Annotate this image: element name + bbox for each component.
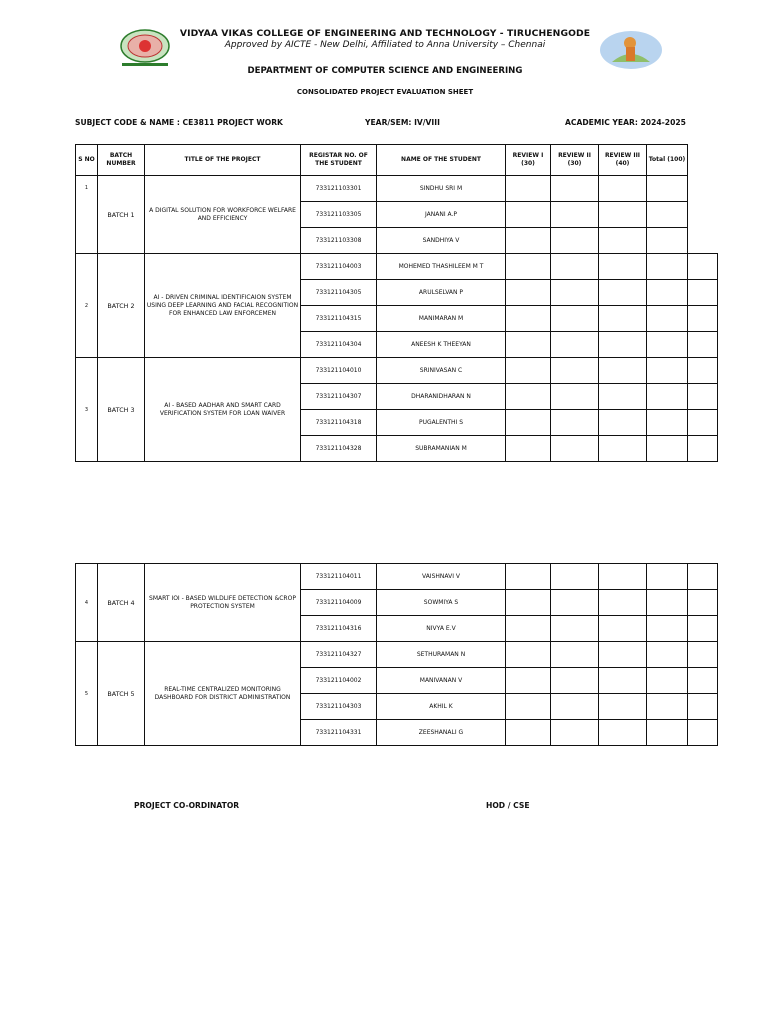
review3-input[interactable] [599,564,647,590]
reg-cell: 733121104009 [301,590,377,616]
review3-input[interactable] [599,436,647,462]
extra-cell [688,410,718,436]
review3-input[interactable] [599,410,647,436]
extra-cell [688,694,718,720]
review1-input[interactable] [506,176,551,202]
title-cell: SMART IOI - BASED WILDLIFE DETECTION &CROP PROTECTION SYSTEM [145,564,301,642]
name-cell: ZEESHANALI G [377,720,506,746]
review2-input[interactable] [551,564,599,590]
review3-input[interactable] [599,280,647,306]
review1-input[interactable] [506,306,551,332]
reg-cell: 733121104304 [301,332,377,358]
sno-cell: 1 [76,176,98,254]
batch-cell: BATCH 5 [98,642,145,746]
review1-input[interactable] [506,694,551,720]
review2-input[interactable] [551,720,599,746]
review1-input[interactable] [506,228,551,254]
subject-info: SUBJECT CODE & NAME : CE3811 PROJECT WORK [75,118,283,127]
table-row [76,564,718,590]
review3-input[interactable] [599,616,647,642]
review3-input[interactable] [599,642,647,668]
col-review2: REVIEW II (30) [551,145,599,176]
review3-input[interactable] [599,332,647,358]
review3-input[interactable] [599,384,647,410]
name-cell: MANIVANAN V [377,668,506,694]
name-cell: AKHIL K [377,694,506,720]
year-sem-info: YEAR/SEM: IV/VIII [365,118,440,127]
reg-cell: 733121104315 [301,306,377,332]
title-cell: AI - DRIVEN CRIMINAL IDENTIFICAION SYSTEM USING DEEP LEARNING AND FACIAL RECOGNITION FOR ENHANCED LAW ENFORCEMEN [145,254,301,358]
title-cell: REAL-TIME CENTRALIZED MONITORING DASHBOARD FOR DISTRICT ADMINISTRATION [145,642,301,746]
col-batch: BATCH NUMBER [98,145,145,176]
table-row [76,176,718,202]
extra-cell [688,720,718,746]
total-input[interactable] [647,436,688,462]
name-cell: SOWMIYA S [377,590,506,616]
coordinator-signature-label: PROJECT CO-ORDINATOR [134,801,240,810]
name-cell: MOHEMED THASHILEEM M T [377,254,506,280]
total-input[interactable] [647,332,688,358]
review3-input[interactable] [599,228,647,254]
review1-input[interactable] [506,280,551,306]
review3-input[interactable] [599,358,647,384]
extra-cell [688,332,718,358]
total-input[interactable] [647,176,688,202]
reg-cell: 733121104003 [301,254,377,280]
batch-cell: BATCH 3 [98,358,145,462]
review2-input[interactable] [551,384,599,410]
sno-cell: 4 [76,564,98,642]
extra-cell [688,384,718,410]
review1-input[interactable] [506,332,551,358]
extra-cell [688,590,718,616]
name-cell: SETHURAMAN N [377,642,506,668]
extra-cell [688,306,718,332]
total-input[interactable] [647,280,688,306]
sno-cell: 3 [76,358,98,462]
sheet-title: CONSOLIDATED PROJECT EVALUATION SHEET [296,88,474,96]
review1-input[interactable] [506,720,551,746]
name-cell: DHARANIDHARAN N [377,384,506,410]
total-input[interactable] [647,590,688,616]
total-input[interactable] [647,668,688,694]
reg-cell: 733121104011 [301,564,377,590]
review2-input[interactable] [551,410,599,436]
review1-input[interactable] [506,436,551,462]
reg-cell: 733121103308 [301,228,377,254]
table-row [76,642,718,668]
extra-cell [688,642,718,668]
review1-input[interactable] [506,564,551,590]
reg-cell: 733121104307 [301,384,377,410]
name-cell: SINDHU SRI M [377,176,506,202]
total-input[interactable] [647,228,688,254]
review3-input[interactable] [599,176,647,202]
table-row [76,254,718,280]
reg-cell: 733121103301 [301,176,377,202]
name-cell: PUGALENTHI S [377,410,506,436]
review2-input[interactable] [551,668,599,694]
col-title: TITLE OF THE PROJECT [145,145,301,176]
col-reg: REGISTAR NO. OF THE STUDENT [301,145,377,176]
title-cell: A DIGITAL SOLUTION FOR WORKFORCE WELFARE AND EFFICIENCY [145,176,301,254]
total-input[interactable] [647,202,688,228]
review1-input[interactable] [506,642,551,668]
reg-cell: 733121104331 [301,720,377,746]
extra-cell [688,668,718,694]
review3-input[interactable] [599,306,647,332]
batch-cell: BATCH 4 [98,564,145,642]
reg-cell: 733121103305 [301,202,377,228]
review1-input[interactable] [506,384,551,410]
extra-cell [688,358,718,384]
extra-cell [688,254,718,280]
extra-cell [688,280,718,306]
header-row [76,145,718,176]
name-cell: ANEESH K THEEYAN [377,332,506,358]
hod-signature-label: HOD / CSE [486,801,530,810]
total-input[interactable] [647,384,688,410]
review2-input[interactable] [551,176,599,202]
review2-input[interactable] [551,306,599,332]
total-input[interactable] [647,254,688,280]
reg-cell: 733121104010 [301,358,377,384]
name-cell: ARULSELVAN P [377,280,506,306]
batch-cell: BATCH 2 [98,254,145,358]
col-review1: REVIEW I (30) [506,145,551,176]
review1-input[interactable] [506,202,551,228]
name-cell: NIVYA E.V [377,616,506,642]
academic-year-info: ACADEMIC YEAR: 2024-2025 [565,118,686,127]
total-input[interactable] [647,616,688,642]
review2-input[interactable] [551,436,599,462]
total-input[interactable] [647,720,688,746]
col-sno: S NO [76,145,98,176]
name-cell: SANDHIYA V [377,228,506,254]
col-total: Total (100) [647,145,688,176]
total-input[interactable] [647,694,688,720]
col-name: NAME OF THE STUDENT [377,145,506,176]
review3-input[interactable] [599,668,647,694]
review2-input[interactable] [551,358,599,384]
review3-input[interactable] [599,254,647,280]
review2-input[interactable] [551,616,599,642]
review2-input[interactable] [551,332,599,358]
extra-cell [688,616,718,642]
col-review3: REVIEW III (40) [599,145,647,176]
name-cell: SUBRAMANIAN M [377,436,506,462]
review1-input[interactable] [506,358,551,384]
name-cell: JANANI A.P [377,202,506,228]
extra-cell [688,436,718,462]
total-input[interactable] [647,642,688,668]
review2-input[interactable] [551,590,599,616]
review2-input[interactable] [551,280,599,306]
extra-cell [688,564,718,590]
sno-cell: 5 [76,642,98,746]
review1-input[interactable] [506,254,551,280]
total-input[interactable] [647,358,688,384]
total-input[interactable] [647,306,688,332]
reg-cell: 733121104305 [301,280,377,306]
review3-input[interactable] [599,720,647,746]
batch-cell: BATCH 1 [98,176,145,254]
approval-line: Approved by AICTE - New Delhi, Affiliated to Anna University – Chennai [224,40,546,50]
review2-input[interactable] [551,228,599,254]
review3-input[interactable] [599,694,647,720]
name-cell: SRINIVASAN C [377,358,506,384]
review1-input[interactable] [506,590,551,616]
table-row [76,358,718,384]
review2-input[interactable] [551,642,599,668]
college-name: VIDYAA VIKAS COLLEGE OF ENGINEERING AND TECHNOLOGY - TIRUCHENGODE [179,28,591,39]
name-cell: VAISHNAVI V [377,564,506,590]
reg-cell: 733121104328 [301,436,377,462]
review3-input[interactable] [599,202,647,228]
reg-cell: 733121104316 [301,616,377,642]
review3-input[interactable] [599,590,647,616]
review1-input[interactable] [506,616,551,642]
review2-input[interactable] [551,202,599,228]
department-title: DEPARTMENT OF COMPUTER SCIENCE AND ENGINEERING [247,66,523,76]
total-input[interactable] [647,410,688,436]
reg-cell: 733121104303 [301,694,377,720]
reg-cell: 733121104327 [301,642,377,668]
review1-input[interactable] [506,668,551,694]
total-input[interactable] [647,564,688,590]
name-cell: MANIMARAN M [377,306,506,332]
review2-input[interactable] [551,254,599,280]
evaluation-table-1 [75,144,718,462]
sno-cell: 2 [76,254,98,358]
review1-input[interactable] [506,410,551,436]
review2-input[interactable] [551,694,599,720]
evaluation-table-2 [75,563,718,746]
reg-cell: 733121104318 [301,410,377,436]
title-cell: AI - BASED AADHAR AND SMART CARD VERIFICATION SYSTEM FOR LOAN WAIVER [145,358,301,462]
reg-cell: 733121104002 [301,668,377,694]
